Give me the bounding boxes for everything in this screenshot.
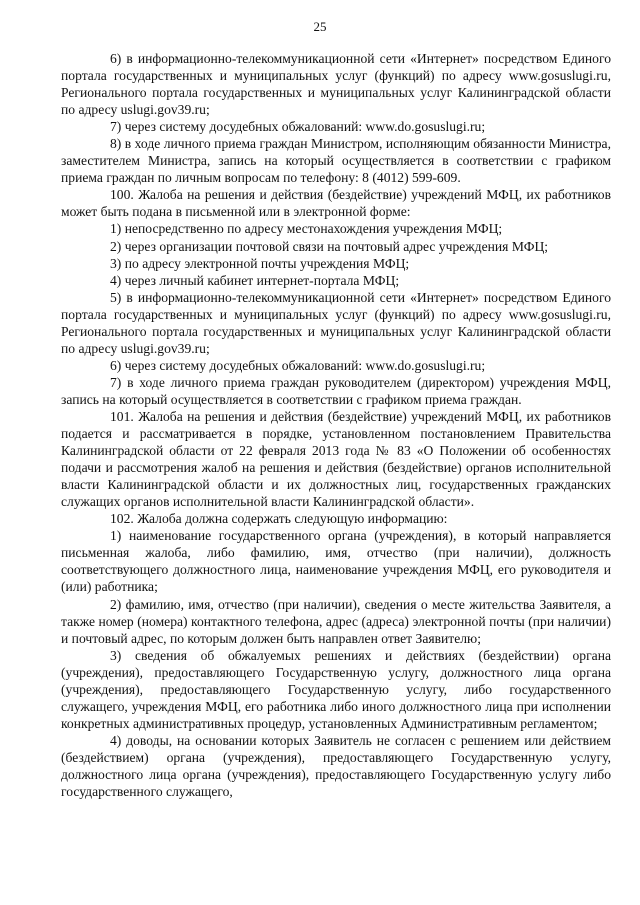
paragraph: 3) по адресу электронной почты учреждения МФЦ; bbox=[110, 255, 410, 271]
paragraph: 2) через организации почтовой связи на почтовый адрес учреждения МФЦ; bbox=[110, 238, 549, 254]
paragraph: 2) фамилию, имя, отчество (при наличии), сведения о месте жительства Заявителя, а также номер (номера) контактного телефона, адрес (адреса) электронной почты (при наличии) и почтовый адрес, по которым должен быть направлен ответ Заявителю; bbox=[61, 596, 611, 646]
paragraph: 101. Жалоба на решения и действия (бездействие) учреждений МФЦ, их работников подается и рассматривается в порядке, установленном постановлением Правительства Калининградской области от 22 февраля 2013 года № 83 «О Положении об особенностях подачи и рассмотрения жалоб на решения и действия (бездействие) органов исполнительной власти Калининградской области и их должностных лиц, государственных гражданских служащих органов исполнительной власти Калининградской области». bbox=[61, 408, 611, 510]
paragraph: 7) через систему досудебных обжалований: www.do.gosuslugi.ru; bbox=[110, 119, 486, 135]
paragraph: 5) в информационно-телекоммуникационной сети «Интернет» посредством Единого портала государственных и муниципальных услуг (функций) по адресу www.gosuslugi.ru, Регионального портала государственных и муниципальных услуг Калининградской области по адресу uslugi.gov39.ru; bbox=[61, 289, 611, 356]
paragraph: 8) в ходе личного приема граждан Министром, исполняющим обязанности Министра, заместителем Министра, запись на который осуществляется в соответствии с графиком приема граждан по личным вопросам по телефону: 8 (4012) 599-609. bbox=[61, 136, 611, 186]
paragraph: 7) в ходе личного приема граждан руководителем (директором) учреждения МФЦ, запись на который осуществляется в соответствии с графиком приема граждан. bbox=[61, 374, 611, 407]
paragraph: 3) сведения об обжалуемых решениях и действиях (бездействии) органа (учреждения), предоставляющего Государственную услугу, должностного лица органа (учреждения), предоставляющего Государственную услугу, либо государственного служащего, учреждения МФЦ, его работника либо иного должностного лица при исполнении конкретных административных процедур, установленных Административным регламентом; bbox=[61, 647, 611, 731]
paragraph: 6) в информационно-телекоммуникационной сети «Интернет» посредством Единого портала государственных и муниципальных услуг (функций) по адресу www.gosuslugi.ru, Регионального портала государственных и муниципальных услуг Калининградской области по адресу uslugi.gov39.ru; bbox=[61, 51, 611, 118]
paragraph: 4) через личный кабинет интернет-портала МФЦ; bbox=[110, 272, 400, 288]
page-number: 25 bbox=[313, 19, 327, 34]
paragraph: 1) наименование государственного органа (учреждения), в который направляется письменная жалоба, либо фамилию, имя, отчество (при наличии), должность соответствующего должностного лица, наименование учреждения МФЦ, его руководителя и (или) работника; bbox=[61, 528, 611, 595]
paragraph: 6) через систему досудебных обжалований: www.do.gosuslugi.ru; bbox=[110, 357, 486, 373]
document-body bbox=[61, 50, 611, 800]
paragraph: 100. Жалоба на решения и действия (бездействие) учреждений МФЦ, их работников может быть подана в письменной или в электронной форме: bbox=[61, 187, 611, 220]
paragraph: 1) непосредственно по адресу местонахождения учреждения МФЦ; bbox=[110, 221, 503, 237]
paragraph: 102. Жалоба должна содержать следующую информацию: bbox=[110, 511, 448, 527]
paragraph: 4) доводы, на основании которых Заявитель не согласен с решением или действием (бездействием) органа (учреждения), предоставляющего Государственную услугу, должностного лица органа (учреждения), предоставляющего Государственную услугу либо государственного служащего, bbox=[61, 732, 611, 800]
